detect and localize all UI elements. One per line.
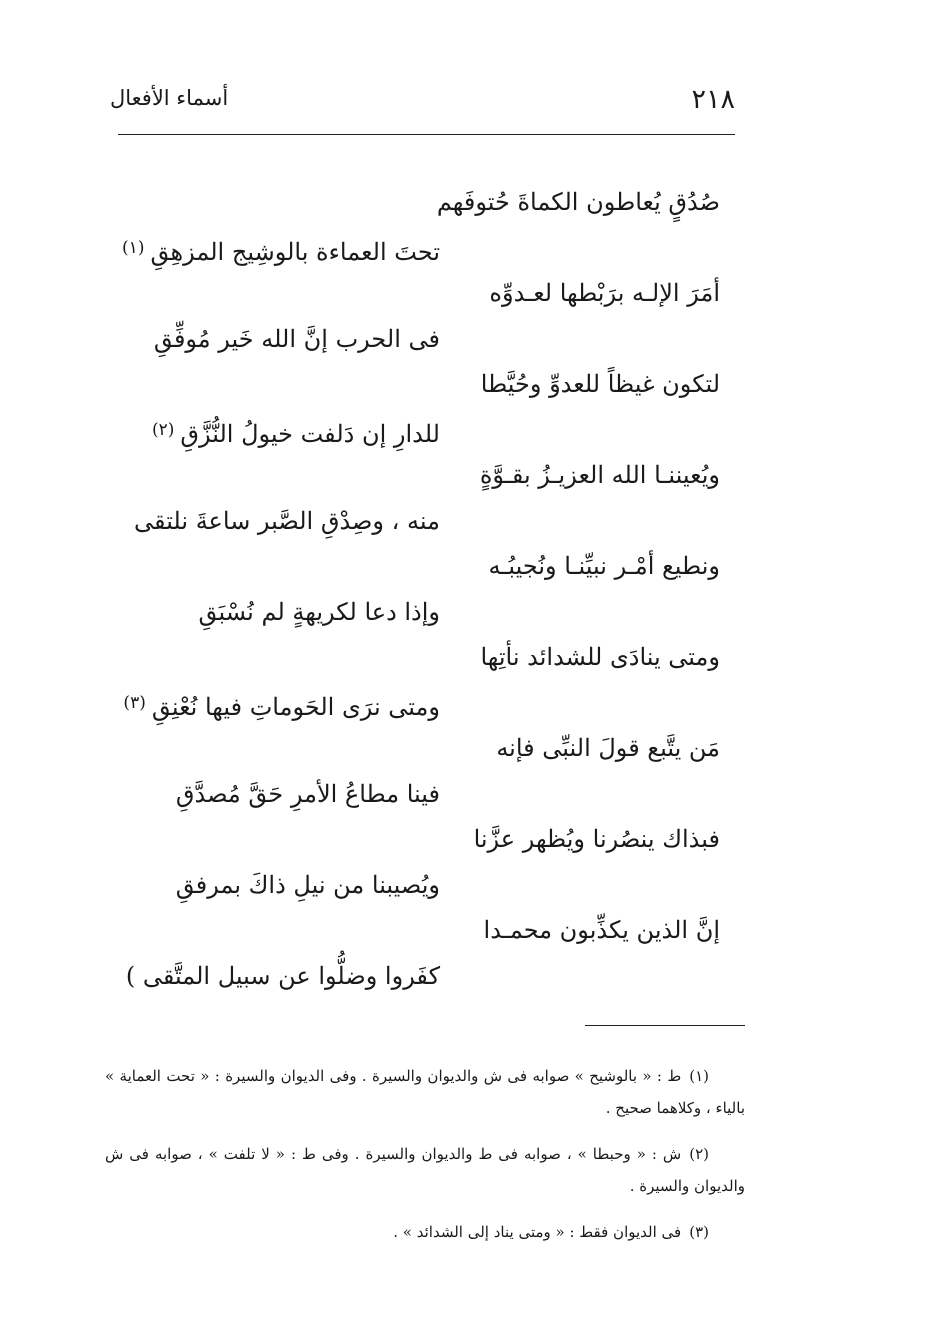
poem <box>122 180 730 999</box>
verse-second-hemistich <box>150 772 730 818</box>
verse-text: كفَروا وضلُّوا عن سبيل المتَّقى ) <box>125 961 440 990</box>
verse-text: منه ، وصِدْقِ الصَّبر ساعةَ نلتقى <box>134 506 440 535</box>
verse-text: إنَّ الذين يكذِّبون محمـدا <box>483 916 720 944</box>
verse-first-hemistich <box>150 635 730 681</box>
verse-text: ومتى ينادَى للشدائد نأتِها <box>480 643 720 671</box>
verse-text: ويُصيبنا من نيلِ ذاكَ بمرفقِ <box>175 870 440 899</box>
footnote-number: (٢) <box>689 1145 709 1163</box>
verse-second-hemistich <box>150 317 730 363</box>
verse-first-hemistich <box>150 362 730 408</box>
verse-second-hemistich <box>134 499 730 545</box>
verse-text: صُدُقٍ يُعاطون الكماةَ حُتوفَهم <box>436 188 720 216</box>
running-head <box>110 84 735 124</box>
footnote-reference: (٣) <box>123 692 146 713</box>
running-title: أسماء الأفعال <box>110 86 229 110</box>
verse-text: مَن يتَّبع قولَ النبِّى فإنه <box>496 734 720 762</box>
footnote-rule <box>585 1025 745 1026</box>
verse-text: وإذا دعا لكريهةٍ لم نُسْبَقِ <box>198 597 440 626</box>
verse-text: ومتى نرَى الحَوماتِ فيها نُعْنِقِ <box>151 692 440 721</box>
verse-text: فينا مطاعُ الأمرِ حَقَّ مُصدَّقِ <box>175 779 440 808</box>
verse-first-hemistich <box>150 453 730 499</box>
footnote <box>105 1216 745 1248</box>
page-number: ٢١٨ <box>691 84 735 115</box>
verse-second-hemistich <box>150 408 730 454</box>
footnotes <box>105 1060 745 1248</box>
verse-second-hemistich <box>150 863 730 909</box>
verse-text: تحتَ العماءة بالوشِيج المزهِقِ <box>150 237 440 266</box>
verse-first-hemistich <box>150 817 730 863</box>
verse-second-hemistich <box>122 226 730 272</box>
header-rule <box>118 134 735 135</box>
footnote <box>105 1060 745 1124</box>
footnote-text: ط : « بالوشيح » صوابه فى ش والديوان والسيرة . وفى الديوان والسيرة : « تحت العماية » بالياء ، وكلاهما صحيح . <box>105 1067 745 1117</box>
verse-text: لتكون غيظاً للعدوِّ وحُيَّطا <box>480 370 720 398</box>
footnote-number: (٣) <box>689 1223 709 1241</box>
verse-second-hemistich <box>123 681 730 727</box>
verse-text: فى الحرب إنَّ الله خَير مُوفِّقِ <box>153 324 440 353</box>
verse-first-hemistich <box>150 180 730 226</box>
footnote-text: ش : « وحبطا » ، صوابه فى ط والديوان والسيرة . وفى ط : « لا تلفت » ، صوابه فى ش والديوان والسيرة . <box>105 1145 745 1195</box>
verse-text: للدارِ إن دَلفت خيولُ النُّزَّقِ <box>180 419 440 448</box>
verse-text: ونطيع أمْـر نبيِّنـا ونُجيبُـه <box>488 552 720 580</box>
verse-second-hemistich <box>150 590 730 636</box>
footnote-number: (١) <box>689 1067 709 1085</box>
verse-text: ويُعيننـا الله العزيـزُ بقـوَّةٍ <box>479 461 720 489</box>
verse-first-hemistich <box>150 908 730 954</box>
verse-first-hemistich <box>150 271 730 317</box>
verse-first-hemistich <box>150 544 730 590</box>
footnote-reference: (٢) <box>151 419 175 440</box>
verse-second-hemistich <box>125 954 730 1000</box>
verse-text: أمَرَ الإلـه برَبْطها لعـدوِّه <box>489 279 720 307</box>
verse-first-hemistich <box>150 726 730 772</box>
footnote <box>105 1138 745 1202</box>
verse-text: فبذاك ينصُرنا ويُظهر عزَّنا <box>473 825 720 853</box>
footnote-text: فى الديوان فقط : « ومتى يناد إلى الشدائد » . <box>393 1223 682 1241</box>
footnote-reference: (١) <box>122 237 145 258</box>
